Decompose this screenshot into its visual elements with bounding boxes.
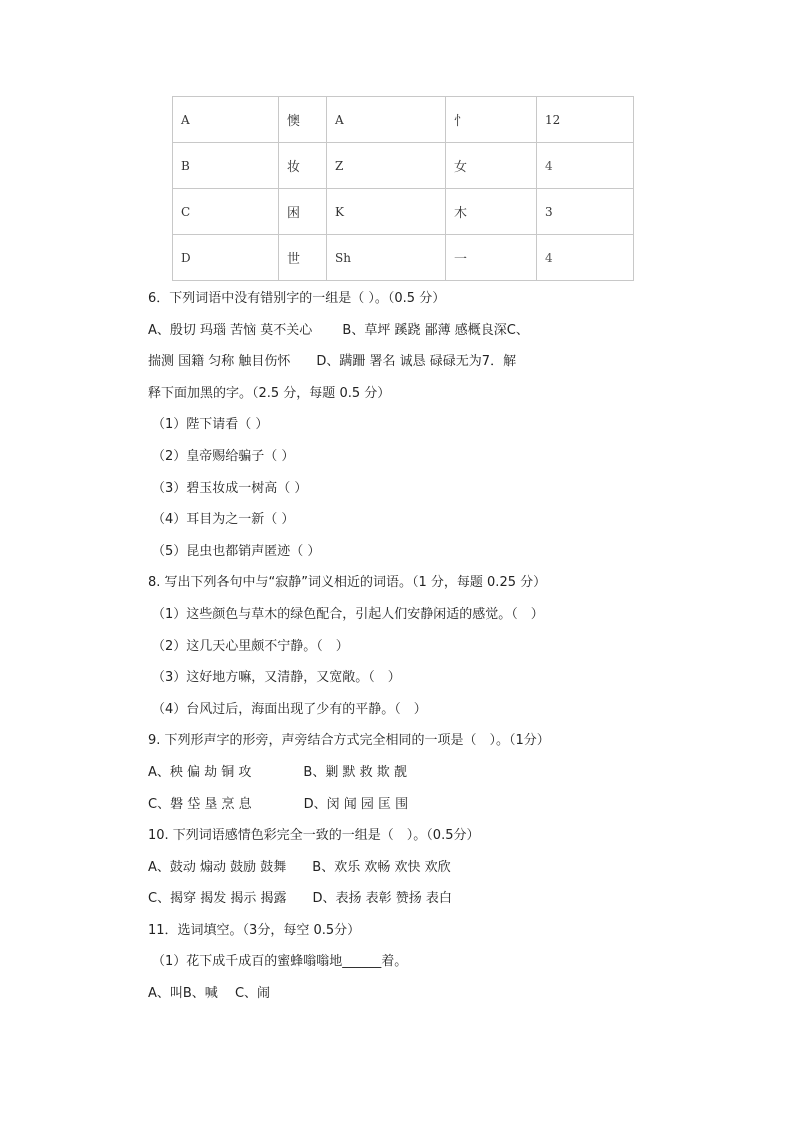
question-8-item-4: （4）台风过后，海面出现了少有的平静。（ ） <box>152 701 427 717</box>
table-cell: A <box>327 97 446 143</box>
question-7-item-2: （2）皇帝赐给骗子（ ） <box>152 448 295 464</box>
question-8-item-1: （1）这些颜色与草木的绿色配合，引起人们安静闲适的感觉。（ ） <box>152 606 544 622</box>
table-cell: 木 <box>446 189 537 235</box>
question-7-item-1: （1）陛下请看（ ） <box>152 417 269 433</box>
table-cell: C <box>173 189 279 235</box>
character-table <box>172 96 634 281</box>
table-cell: A <box>173 97 279 143</box>
question-11-options: A、叫B、喊 C、闹 <box>148 986 271 1002</box>
table-row <box>173 235 634 281</box>
table-row <box>173 189 634 235</box>
table-cell: 3 <box>537 189 634 235</box>
table-cell: 困 <box>279 189 327 235</box>
question-11-item-1: （1）花下成千成百的蜜蜂嗡嗡地______着。 <box>152 954 408 970</box>
question-6-options-line-2: 揣测 国籍 匀称 触目伤怀 D、蹒跚 署名 诚恳 碌碌无为7．解 <box>148 354 517 370</box>
table-cell: D <box>173 235 279 281</box>
question-7-item-3: （3）碧玉妆成一树高（ ） <box>152 480 308 496</box>
question-7-item-4: （4）耳目为之一新（ ） <box>152 512 295 528</box>
question-10-options-line-1: A、鼓动 煽动 鼓励 鼓舞 B、欢乐 欢畅 欢快 欢欣 <box>148 859 451 875</box>
table-cell: 世 <box>279 235 327 281</box>
table-cell: B <box>173 143 279 189</box>
table-cell: 4 <box>537 235 634 281</box>
table-cell: 妆 <box>279 143 327 189</box>
table-cell: Z <box>327 143 446 189</box>
question-9-options-line-2: C、磐 垈 垦 烹 息 D、闵 闻 园 匡 围 <box>148 796 409 812</box>
question-6-options-line-1: A、殷切 玛瑙 苦恼 莫不关心 B、草坪 蹊跷 鄙薄 感概良深C、 <box>148 322 529 338</box>
question-10-options-line-2: C、揭穿 揭发 揭示 揭露 D、表扬 表彰 赞扬 表白 <box>148 891 452 907</box>
question-9-options-line-1: A、秧 偏 劫 铜 攻 B、剿 默 救 欺 靓 <box>148 764 407 780</box>
table-row <box>173 97 634 143</box>
table-cell: 4 <box>537 143 634 189</box>
question-7-heading: 释下面加黑的字。（2.5 分，每题 0.5 分） <box>148 385 391 401</box>
question-text <box>148 289 708 1016</box>
question-8-heading: 8. 写出下列各句中与“寂静”词义相近的词语。（1 分，每题 0.25 分） <box>148 575 547 591</box>
table-cell: 懊 <box>279 97 327 143</box>
table-cell: 12 <box>537 97 634 143</box>
question-6-heading: 6．下列词语中没有错别字的一组是（ ）。（0.5 分） <box>148 291 446 306</box>
question-8-item-3: （3）这好地方嘛，又清静，又宽敞。（ ） <box>152 670 401 686</box>
table-cell: 女 <box>446 143 537 189</box>
question-11-heading: 11．选词填空。（3分，每空 0.5分） <box>148 922 361 938</box>
question-10-heading: 10. 下列词语感情色彩完全一致的一组是（ ）。（0.5分） <box>148 828 480 844</box>
table-cell: Sh <box>327 235 446 281</box>
question-7-item-5: （5）昆虫也都销声匿迹（ ） <box>152 543 321 559</box>
table-cell: K <box>327 189 446 235</box>
table-cell: 忄 <box>446 97 537 143</box>
question-8-item-2: （2）这几天心里颇不宁静。（ ） <box>152 638 349 654</box>
table-row <box>173 143 634 189</box>
table-cell: 一 <box>446 235 537 281</box>
question-9-heading: 9. 下列形声字的形旁，声旁结合方式完全相同的一项是（ ）。（1分） <box>148 733 550 749</box>
